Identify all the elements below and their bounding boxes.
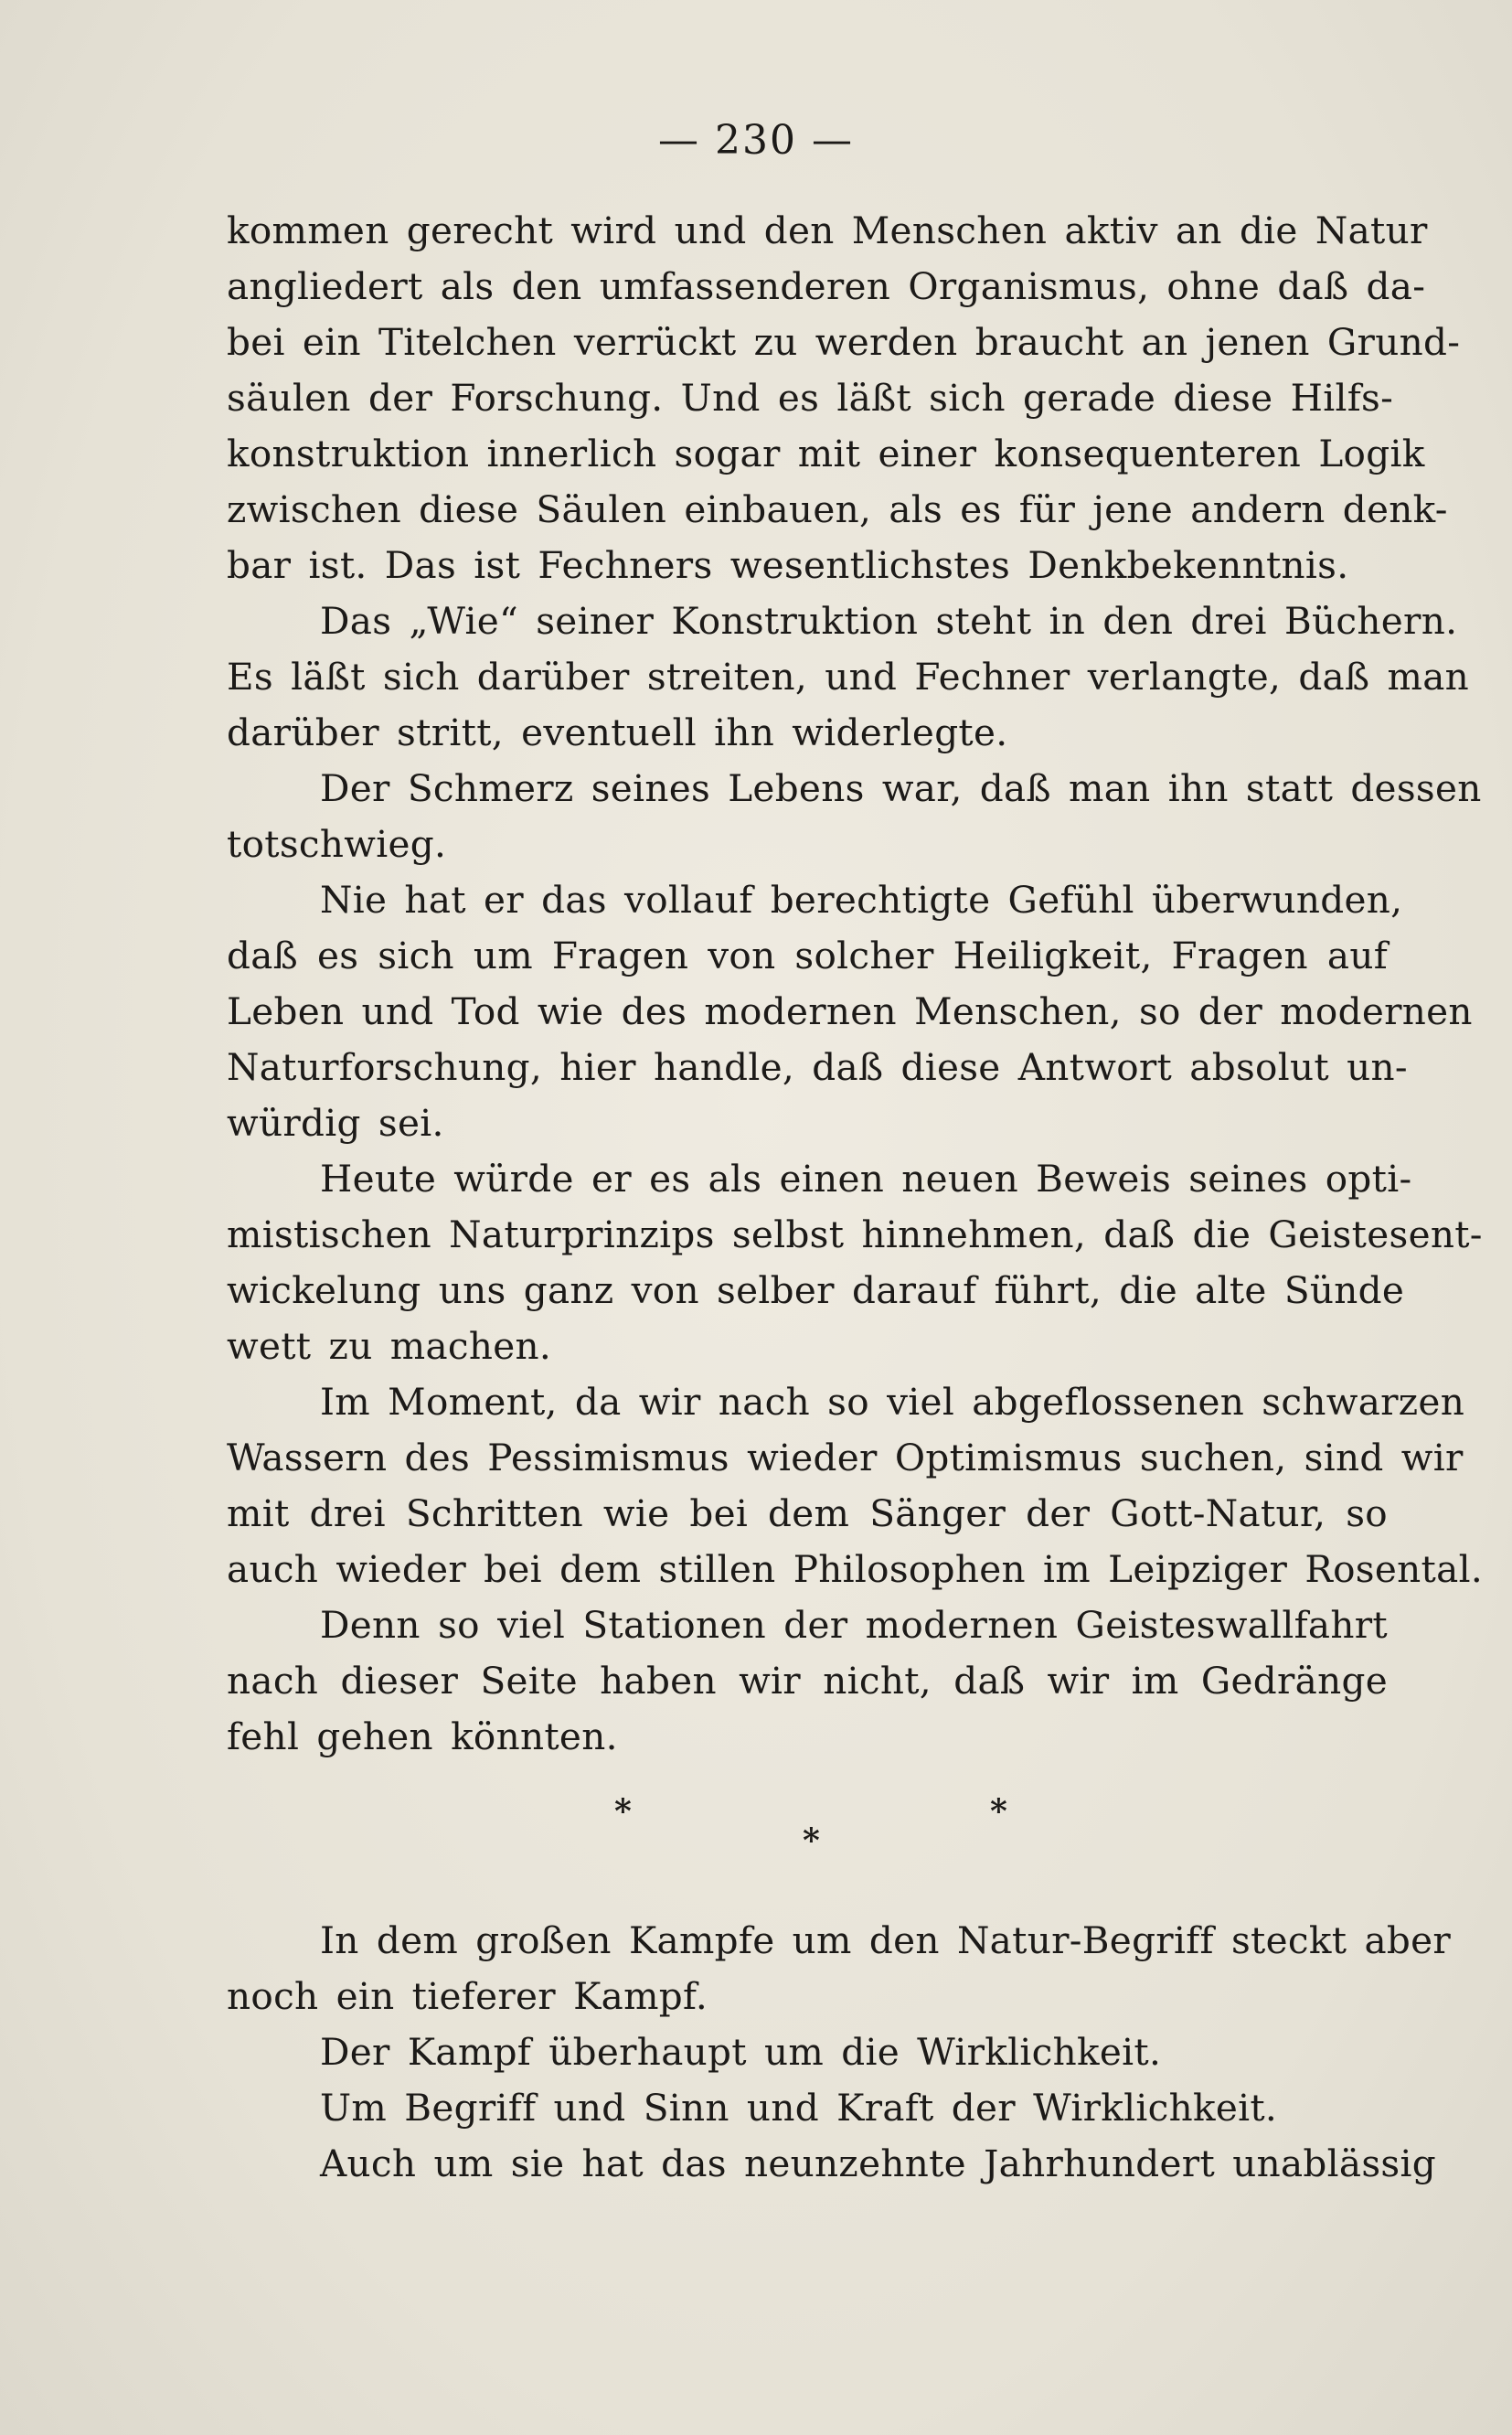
text-line: bar ist. Das ist Fechners wesentlichstes Denkbekenntnis. [227, 543, 1349, 587]
text-line: Es läßt sich darüber streiten, und Fechner verlangte, daß man [227, 655, 1470, 699]
text-line: Denn so viel Stationen der modernen Geisteswallfahrt [320, 1603, 1388, 1647]
text-line: würdig sei. [227, 1101, 444, 1145]
text-line: mistischen Naturprinzips selbst hinnehmen, daß die Geistesent- [227, 1212, 1483, 1256]
text-line: angliedert als den umfassenderen Organismus, ohne daß da- [227, 264, 1426, 308]
text-line: daß es sich um Fragen von solcher Heiligkeit, Fragen auf [227, 934, 1388, 977]
text-line: bei ein Titelchen verrückt zu werden braucht an jenen Grund- [227, 320, 1461, 364]
page-number: — 230 — [658, 117, 854, 164]
text-line: Auch um sie hat das neunzehnte Jahrhundert unablässig [320, 2141, 1436, 2185]
text-line: noch ein tieferer Kampf. [227, 1974, 708, 2018]
text-line: Das „Wie“ seiner Konstruktion steht in den drei Büchern. [320, 599, 1458, 643]
separator-asterisk: * [614, 1792, 632, 1831]
text-line: wett zu machen. [227, 1324, 552, 1368]
text-line: nach dieser Seite haben wir nicht, daß wir im Gedränge [227, 1659, 1388, 1703]
text-line: Der Schmerz seines Lebens war, daß man ihn statt dessen [320, 766, 1482, 810]
text-line: säulen der Forschung. Und es läßt sich gerade diese Hilfs- [227, 376, 1394, 420]
text-line: Naturforschung, hier handle, daß diese Antwort absolut un- [227, 1045, 1408, 1089]
text-line: Wassern des Pessimismus wieder Optimismus suchen, sind wir [227, 1436, 1464, 1479]
continuation-text-block [227, 1913, 1452, 2192]
text-line: wickelung uns ganz von selber darauf führt, die alte Sünde [227, 1268, 1405, 1312]
text-line: totschwieg. [227, 822, 447, 866]
text-line: fehl gehen könnten. [227, 1714, 618, 1758]
text-line: Heute würde er es als einen neuen Beweis seines opti- [320, 1157, 1412, 1201]
text-line: zwischen diese Säulen einbauen, als es für jene andern denk- [227, 487, 1448, 531]
text-line: Um Begriff und Sinn und Kraft der Wirklichkeit. [320, 2086, 1278, 2130]
section-separator [0, 1792, 1512, 1865]
text-line: kommen gerecht wird und den Menschen aktiv an die Natur [227, 208, 1428, 252]
text-line: In dem großen Kampfe um den Natur-Begriff steckt aber [320, 1918, 1452, 1962]
separator-asterisk: * [990, 1792, 1007, 1831]
text-line: Nie hat er das vollauf berechtigte Gefühl überwunden, [320, 878, 1403, 922]
text-line: mit drei Schritten wie bei dem Sänger der Gott-Natur, so [227, 1491, 1388, 1535]
text-line: Der Kampf überhaupt um die Wirklichkeit. [320, 2030, 1162, 2074]
text-line: auch wieder bei dem stillen Philosophen im Leipziger Rosental. [227, 1547, 1483, 1591]
main-text-block [227, 203, 1483, 1765]
text-line: darüber stritt, eventuell ihn widerlegte. [227, 710, 1008, 754]
text-line: Leben und Tod wie des modernen Menschen, so der modernen [227, 989, 1473, 1033]
text-line: konstruktion innerlich sogar mit einer konsequenteren Logik [227, 432, 1425, 475]
separator-asterisk: * [803, 1821, 820, 1860]
text-line: Im Moment, da wir nach so viel abgeflossenen schwarzen [320, 1380, 1465, 1424]
